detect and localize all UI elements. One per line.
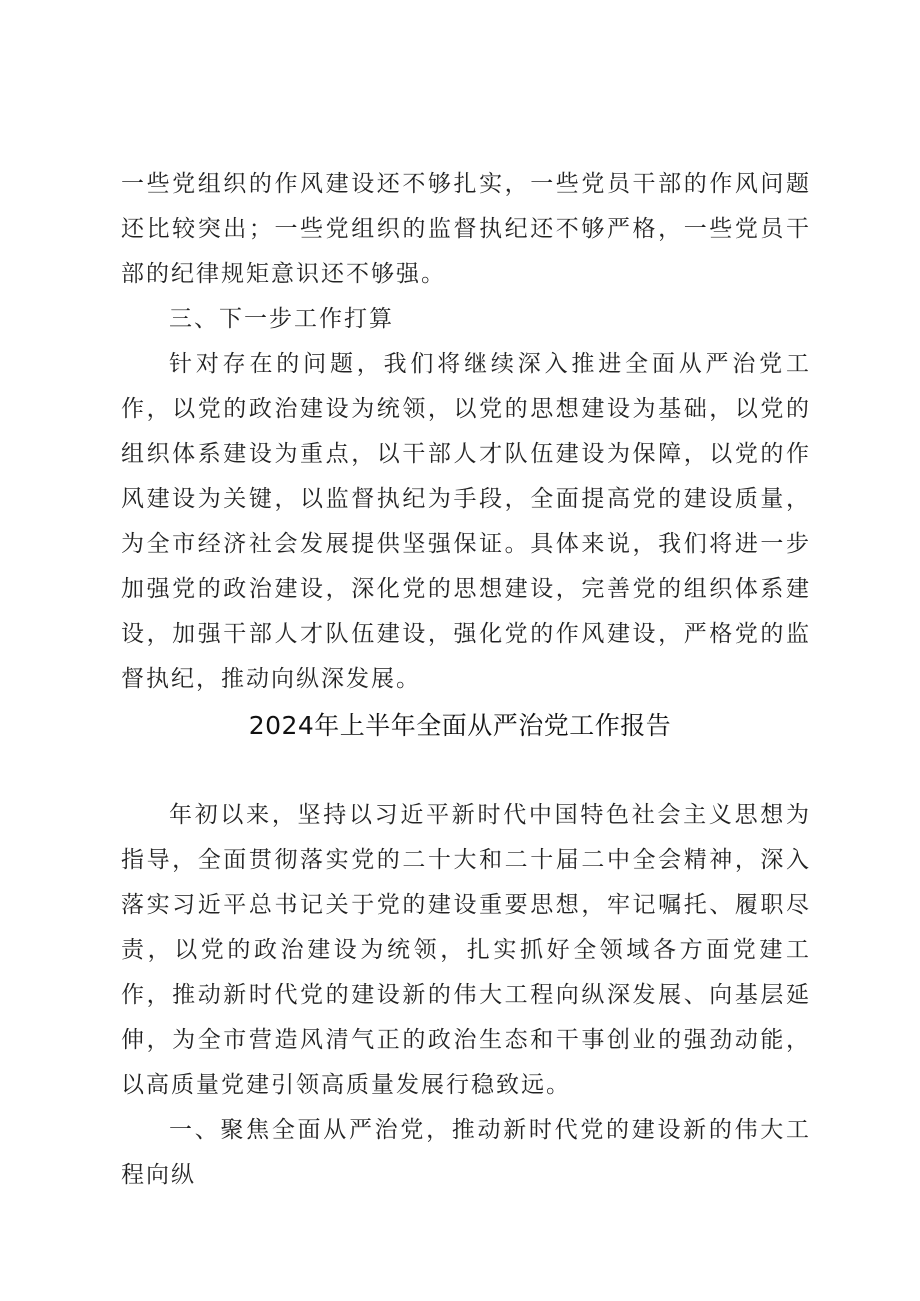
report-title: 2024年上半年全面从严治党工作报告 bbox=[248, 711, 672, 740]
report-section-heading: 一、聚焦全面从严治党，推动新时代党的建设新的伟大工程向纵 bbox=[121, 1117, 811, 1188]
continuation-paragraph: 一些党组织的作风建设还不够扎实，一些党员干部的作风问题还比较突出；一些党组织的监督执纪还不够严格，一些党员干部的纪律规矩意识还不够强。 bbox=[121, 171, 811, 287]
next-step-heading: 三、下一步工作打算 bbox=[169, 306, 394, 332]
report-intro-paragraph: 年初以来，坚持以习近平新时代中国特色社会主义思想为指导，全面贯彻落实党的二十大和二十届二中全会精神，深入落实习近平总书记关于党的建设重要思想，牢记嘱托、履职尽责，以党的政治建设为统领，扎实抓好全领域各方面党建工作，推动新时代党的建设新的伟大工程向纵深发展、向基层延伸，为全市营造风清气正的政治生态和干事创业的强劲动能，以高质量党建引领高质量发展行稳致远。 bbox=[121, 802, 811, 1098]
report-body bbox=[121, 793, 811, 1198]
previous-report-section bbox=[121, 162, 811, 702]
next-step-paragraph: 针对存在的问题，我们将继续深入推进全面从严治党工作，以党的政治建设为统领，以党的思想建设为基础，以党的组织体系建设为重点，以干部人才队伍建设为保障，以党的作风建设为关键，以监督执纪为手段，全面提高党的建设质量，为全市经济社会发展提供坚强保证。具体来说，我们将进一步加强党的政治建设，深化党的思想建设，完善党的组织体系建设，加强干部人才队伍建设，强化党的作风建设，严格党的监督执纪，推动向纵深发展。 bbox=[121, 351, 811, 692]
